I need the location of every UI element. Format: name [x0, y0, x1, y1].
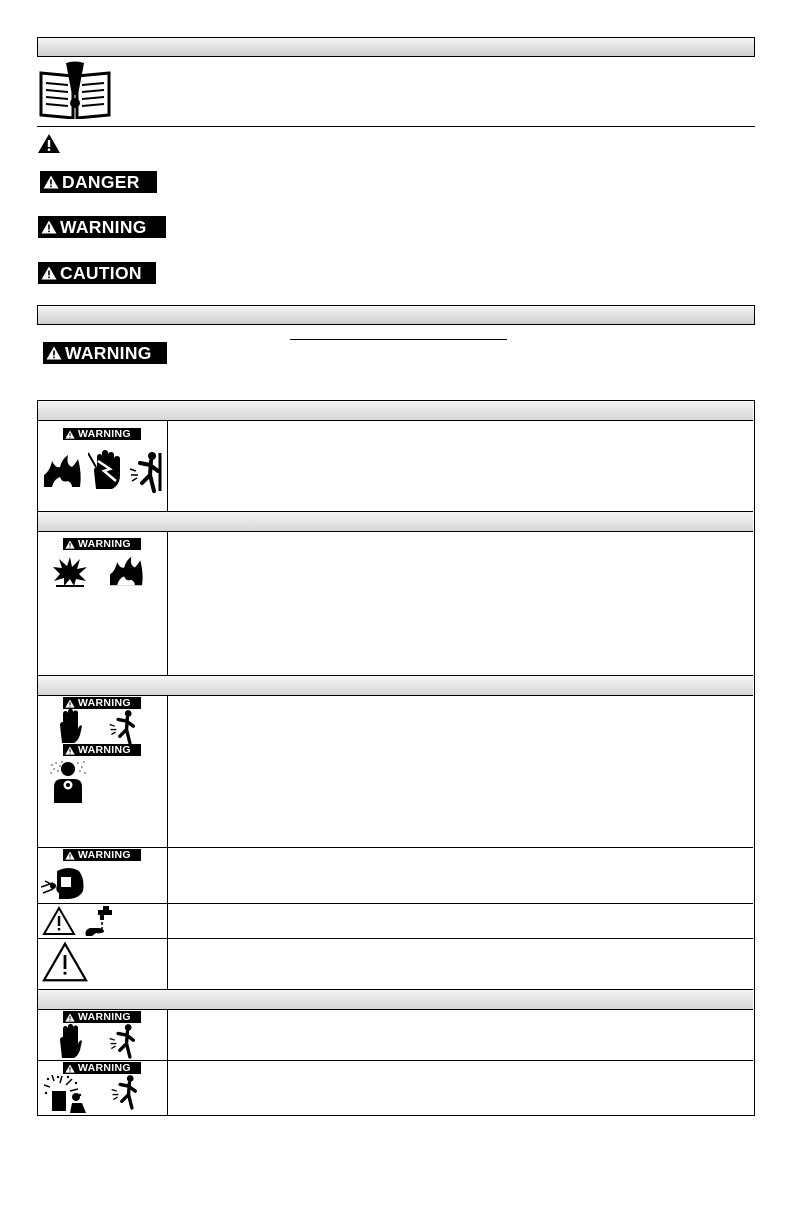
hand-stop-icon [58, 709, 82, 743]
alert-triangle-icon [41, 220, 57, 234]
warning-text: WARNING [78, 1011, 131, 1023]
warning-text: WARNING [78, 538, 131, 550]
column-divider [167, 696, 168, 847]
hand-stop-icon [58, 1024, 82, 1058]
column-divider [167, 848, 168, 903]
column-divider [167, 532, 168, 675]
warning-signal-label [63, 849, 141, 861]
warning-signal-label [38, 216, 166, 238]
row-divider [38, 903, 753, 904]
danger-signal-label [40, 171, 157, 193]
wash-hands-icon [82, 906, 118, 936]
row-divider [38, 1060, 753, 1061]
alert-triangle-icon [65, 430, 75, 439]
alert-triangle-icon [65, 540, 75, 549]
caution-triangle-icon [42, 906, 76, 936]
caution-text: CAUTION [60, 262, 142, 283]
section-header-bar [37, 37, 755, 57]
warning-signal-label [43, 342, 167, 364]
warning-signal-label [63, 697, 141, 709]
battery-explosion-icon [44, 1075, 88, 1113]
table-section-header [38, 401, 753, 421]
safety-table [37, 400, 755, 1116]
hand-shock-icon [88, 449, 126, 491]
column-divider [167, 421, 168, 511]
warning-text: WARNING [78, 1062, 131, 1074]
alert-triangle-icon [65, 1064, 75, 1073]
alert-triangle-icon [43, 175, 59, 189]
column-divider [167, 904, 168, 938]
face-shield-icon [41, 865, 87, 899]
section-header-bar [37, 305, 755, 325]
warning-text: WARNING [65, 342, 152, 363]
electrocution-icon [128, 451, 166, 493]
table-section-header [38, 512, 753, 532]
column-divider [167, 1010, 168, 1115]
table-section-header [38, 676, 753, 696]
alert-triangle-icon [65, 1013, 75, 1022]
electrocution-icon [108, 709, 140, 745]
explosion-icon [52, 555, 88, 587]
warning-text: WARNING [78, 744, 131, 756]
warning-signal-label [63, 744, 141, 756]
warning-signal-label [63, 428, 141, 440]
warning-text: WARNING [78, 697, 131, 709]
table-section-header [38, 990, 753, 1010]
alert-triangle-icon [65, 699, 75, 708]
danger-text: DANGER [62, 171, 140, 192]
row-divider [38, 847, 753, 848]
electrocution-icon [110, 1073, 142, 1111]
row-divider [38, 938, 753, 939]
underline-rule [290, 339, 507, 340]
respirator-icon [48, 759, 88, 803]
alert-triangle-icon [65, 746, 75, 755]
read-manual-icon [38, 61, 112, 119]
caution-triangle-icon [41, 941, 89, 983]
alert-triangle-icon [46, 346, 62, 360]
caution-signal-label [38, 262, 156, 284]
column-divider [167, 939, 168, 989]
warning-signal-label [63, 538, 141, 550]
warning-text: WARNING [78, 428, 131, 440]
divider-rule [37, 126, 755, 127]
warning-text: WARNING [60, 216, 147, 237]
warning-text: WARNING [78, 849, 131, 861]
electrocution-icon [108, 1023, 140, 1059]
alert-triangle-icon [41, 266, 57, 280]
alert-triangle-icon [37, 133, 61, 154]
fire-icon [42, 453, 82, 489]
warning-signal-label [63, 1011, 141, 1023]
fire-icon [106, 555, 146, 587]
alert-triangle-icon [65, 851, 75, 860]
